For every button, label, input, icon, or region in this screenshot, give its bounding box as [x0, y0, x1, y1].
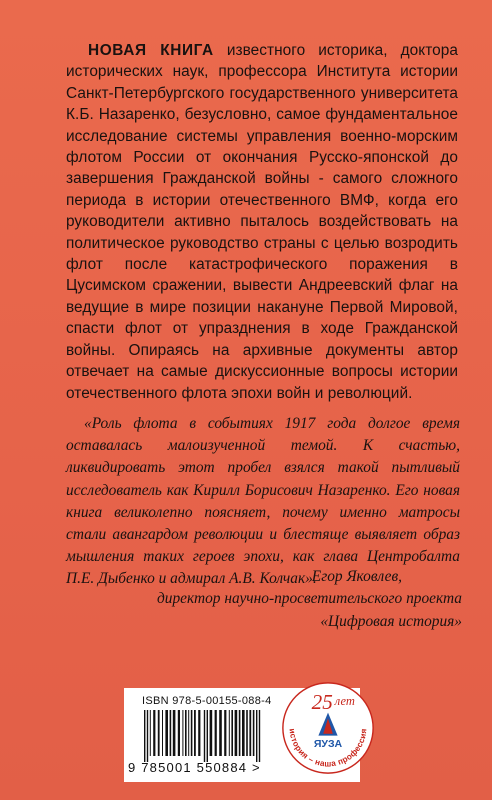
barcode-bar [224, 710, 226, 756]
barcode-bar [253, 710, 255, 756]
barcode-bar [162, 710, 163, 756]
barcode-bar [246, 710, 248, 756]
barcode-bar [194, 710, 196, 756]
barcode-digits: 9 785001 550884 > [128, 760, 261, 775]
logo-anniversary-word: лет [334, 693, 355, 708]
barcode-bar [158, 710, 160, 756]
barcode-bar [198, 710, 200, 756]
barcode-bar [239, 710, 241, 756]
barcode-bar [153, 710, 155, 756]
barcode-bar [242, 710, 245, 756]
barcode-bar [185, 710, 187, 756]
barcode-bar [188, 710, 189, 756]
barcode-bar [259, 710, 260, 762]
barcode-bar [219, 710, 222, 756]
signature-name: Егор Яковлев, [311, 568, 402, 585]
quote-signature [102, 566, 462, 633]
signature-title-line1: директор научно-просветительского проекта [156, 590, 462, 608]
barcode-bar [235, 710, 238, 756]
barcode-bar [207, 710, 208, 762]
barcode-bar [144, 710, 145, 762]
barcode-bar [150, 710, 151, 756]
barcode-bar [215, 710, 217, 756]
barcode-bar [256, 710, 257, 762]
barcode-bar [165, 710, 168, 756]
logo-anniversary: 25 [311, 689, 333, 714]
isbn-number: ISBN 978-5-00155-088-4 [142, 695, 272, 707]
barcode-bar [204, 710, 205, 762]
logo-slogan: история – наша профессия [287, 728, 369, 769]
logo-publisher-name: ЯУЗА [313, 738, 343, 751]
description-body: известного историка, доктора исторических наук, профессора Института истории Санкт-Петербургского государственного университета К.Б. Назаренко, безусловно, самое фундаментальное исследование системы управления военно-морским флотом России от окончания Русско-японской до завершения Гражданской войны - самого сложного периода в истории отечественного ВМФ, когда его руководители активно пыталось воздействовать на политическое руководство страны с целью возродить флот после катастрофического поражения в Цусимском сражении, вывести Андреевский флаг на ведущие в мире позиции накануне Первой Мировой, спасти флот от упразднения в ходе Гражданской войны. Опираясь на архивные документы автор отвечает на самые дискуссионные вопросы истории отечественного флота эпохи войн и революций. [66, 42, 458, 402]
barcode-bar [210, 710, 213, 756]
barcode-bar [173, 710, 176, 756]
barcode-bar [231, 710, 233, 756]
barcode-bar [170, 710, 172, 756]
description-lead: НОВАЯ КНИГА [88, 42, 214, 59]
barcode-bar [249, 710, 251, 756]
barcode-bar [182, 710, 183, 756]
signature-title-line2: «Цифровая история» [320, 612, 462, 630]
barcode-bar [229, 710, 230, 756]
review-quote: «Роль флота в событиях 1917 года долгое время оставалась малоизученной темой. К счастью, ликвидировать этот пробел взялся такой пытливый исследователь как Кирилл Борисович Назаренко. Его новая книга великолепно поясняет, почему именно матросы стали авангардом революции и блестяще выявляет образ мышления таких героев эпохи, как глава Центробалта П.Е. Дыбенко и адмирал А.В. Колчак». [66, 415, 460, 588]
barcode-bar [191, 710, 193, 756]
publisher-logo [280, 680, 376, 776]
book-description [66, 40, 458, 404]
barcode-bar [147, 710, 148, 762]
barcode-bar [178, 710, 180, 756]
